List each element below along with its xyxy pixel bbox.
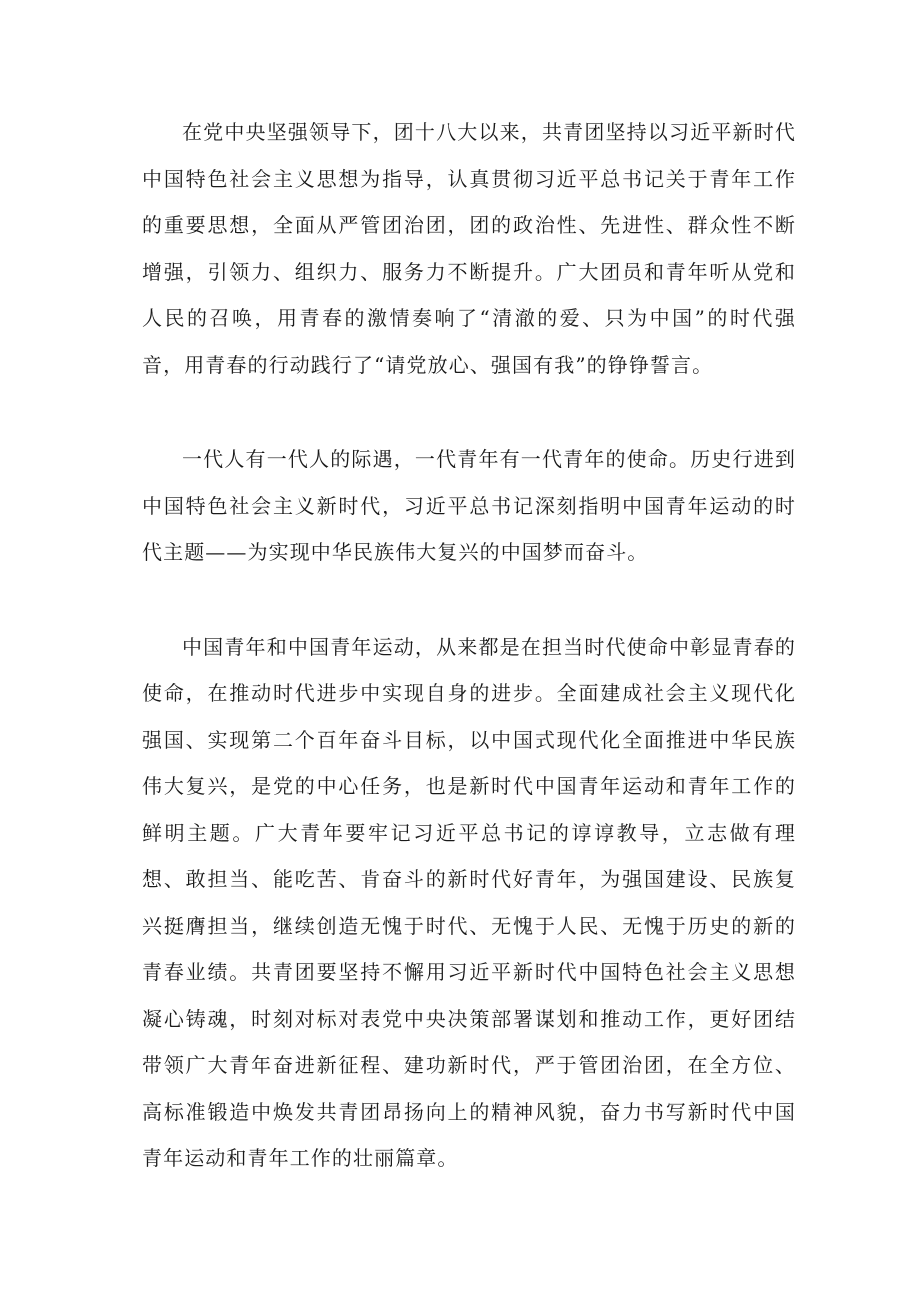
paragraph-2: 一代人有一代人的际遇，一代青年有一代青年的使命。历史行进到中国特色社会主义新时代，习近平总书记深刻指明中国青年运动的时代主题——为实现中华民族伟大复兴的中国梦而奋斗。 [142, 447, 796, 564]
paragraph-spacer [142, 576, 796, 624]
document-body [142, 109, 796, 1182]
paragraph-1: 在党中央坚强领导下，团十八大以来，共青团坚持以习近平新时代中国特色社会主义思想为指导，认真贯彻习近平总书记关于青年工作的重要思想，全面从严管团治团，团的政治性、先进性、群众性不断增强，引领力、组织力、服务力不断提升。广大团员和青年听从党和人民的召唤，用青春的激情奏响了“清澈的爱、只为中国”的时代强音，用青春的行动践行了“请党放心、强国有我”的铮铮誓言。 [142, 120, 796, 377]
paragraph-spacer [142, 388, 796, 436]
paragraph-3: 中国青年和中国青年运动，从来都是在担当时代使命中彰显青春的使命，在推动时代进步中实现自身的进步。全面建成社会主义现代化强国、实现第二个百年奋斗目标，以中国式现代化全面推进中华民族伟大复兴，是党的中心任务，也是新时代中国青年运动和青年工作的鲜明主题。广大青年要牢记习近平总书记的谆谆教导，立志做有理想、敢担当、能吃苦、肯奋斗的新时代好青年，为强国建设、民族复兴挺膺担当，继续创造无愧于时代、无愧于人民、无愧于历史的新的青春业绩。共青团要坚持不懈用习近平新时代中国特色社会主义思想凝心铸魂，时刻对标对表党中央决策部署谋划和推动工作，更好团结带领广大青年奋进新征程、建功新时代，严于管团治团，在全方位、高标准锻造中焕发共青团昂扬向上的精神风貌，奋力书写新时代中国青年运动和青年工作的壮丽篇章。 [142, 634, 796, 1170]
